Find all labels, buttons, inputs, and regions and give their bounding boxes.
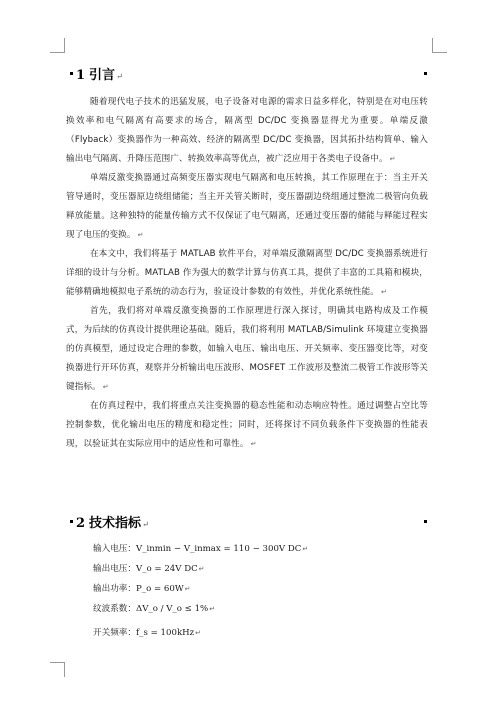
- crop-mark-top-left: [50, 38, 65, 53]
- crop-mark-top-right: [432, 38, 447, 53]
- intro-paragraph: 单端反激变换器通过高频变压器实现电气隔离和电压转换，其工作原理在于：当主开关管导通时，变压器原边绕组储能；当主开关管关断时，变压器副边绕组通过整流二极管向负载释放能量。这种独特的能量传输方式不仅保证了电气隔离，还通过变压器的储能与释能过程实现了电压的变换。 ↵: [66, 173, 428, 240]
- intro-paragraph: 随着现代电子技术的迅猛发展，电子设备对电源的需求日益多样化，特别是在对电压转换效率和电气隔离有高要求的场合，隔离型 DC/DC 变换器显得尤为重要。单端反激（Flyback）变换器作为一种高效、经济的隔离型 DC/DC 变换器，因其拓扑结构简单、输入输出电气隔离、升降压范围广、转换效率高等优点，被广泛应用于各类电子设备中。 ↵: [66, 97, 428, 164]
- intro-paragraph: 首先，我们将对单端反激变换器的工作原理进行深入探讨，明确其电路构成及工作模式，为后续的仿真设计提供理论基础。随后，我们将利用 MATLAB/Simulink 环境建立变换器的仿真模型，通过设定合理的参数，如输入电压、输出电压、开关频率、变压器变比等，对变换器进行开环仿真，观察并分析输出电压波形、MOSFET 工作波形及整流二极管工作波形等关键指标。 ↵: [66, 306, 428, 392]
- heading-bullet: [70, 72, 73, 75]
- section-heading-intro: 1 引言↵: [76, 68, 123, 83]
- heading-right-marker: [424, 72, 427, 75]
- section-number: 2: [76, 516, 86, 531]
- heading-bullet: [70, 520, 73, 523]
- spec-ripple: 纹波系数：ΔV_o / V_o ≤ 1%↵: [93, 604, 216, 614]
- intro-body: [66, 93, 428, 454]
- section-title: 技术指标: [89, 516, 142, 531]
- spec-input-voltage: 输入电压：V_inmin − V_inmax = 110 − 300V DC↵: [93, 544, 309, 554]
- spec-switch-frequency: 开关频率：f_s = 100kHz↵: [93, 628, 202, 638]
- spec-output-power: 输出功率：P_o = 60W↵: [93, 584, 191, 594]
- section-number: 1: [76, 68, 86, 83]
- section-heading-specs: 2 技术指标↵: [76, 516, 149, 531]
- spec-output-voltage: 输出电压：V_o = 24V DC↵: [93, 564, 205, 574]
- crop-mark-bottom-left: [50, 662, 65, 677]
- heading-right-marker: [424, 520, 427, 523]
- intro-paragraph: 在本文中，我们将基于 MATLAB 软件平台，对单端反激隔离型 DC/DC 变换器系统进行详细的设计与分析。MATLAB 作为强大的数学计算与仿真工具，提供了丰富的工具箱和模块，能够精确地模拟电子系统的动态行为，验证设计参数的有效性，并优化系统性能。 ↵: [66, 249, 428, 297]
- intro-paragraph: 在仿真过程中，我们将重点关注变换器的稳态性能和动态响应特性。通过调整占空比等控制参数，优化输出电压的精度和稳定性；同时，还将探讨不同负载条件下变换器的性能表现，以验证其在实际应用中的适应性和可靠性。 ↵: [66, 401, 428, 449]
- section-title: 引言: [89, 68, 116, 83]
